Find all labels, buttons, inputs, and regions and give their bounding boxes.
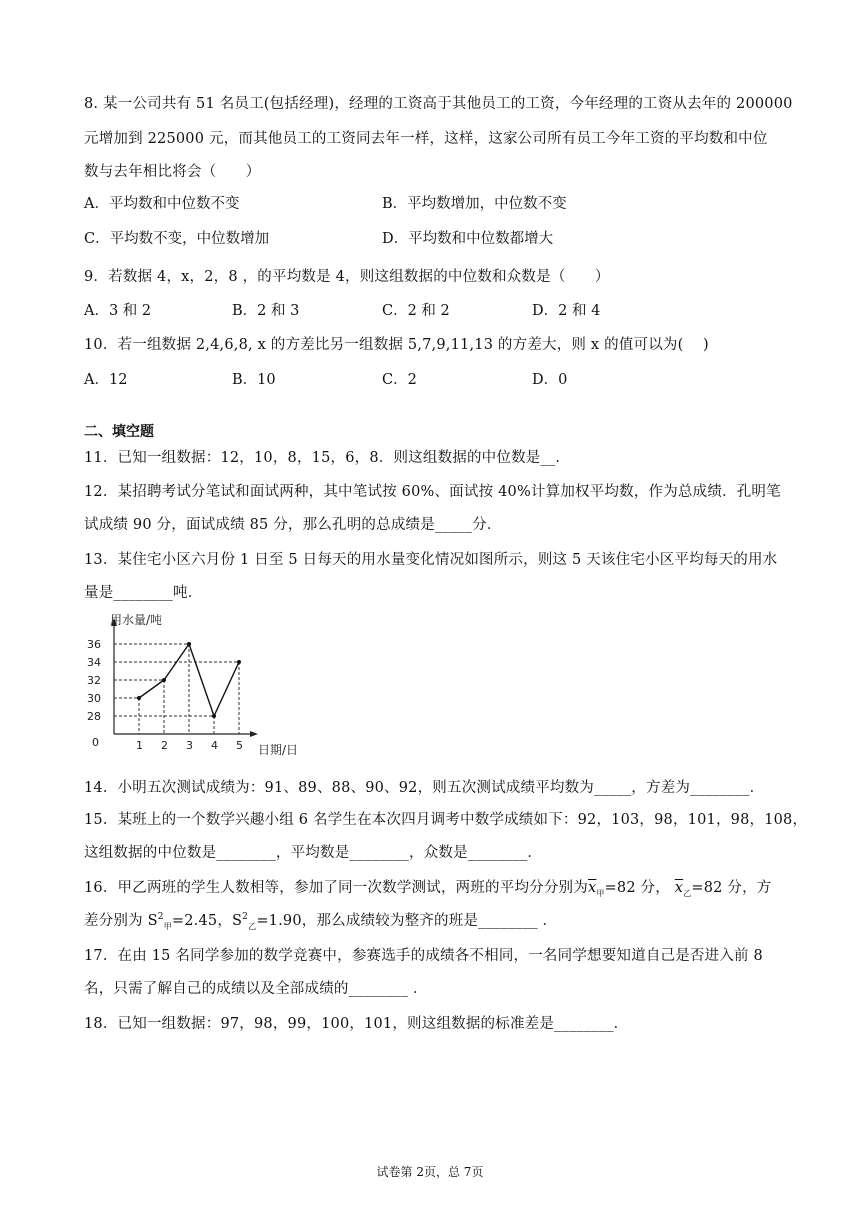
q9-line1: 9．若数据 4，x，2，8 ，的平均数是 4，则这组数据的中位数和众数是（ ）	[84, 269, 610, 285]
q16-sup-yi: 2	[242, 912, 249, 923]
data-point	[137, 696, 141, 700]
data-point	[237, 660, 241, 664]
x-tick-label: 2	[161, 739, 168, 752]
q14-line1: 14．小明五次测试成绩为：91、89、88、90、92，则五次测试成绩平均数为_____，方差为________．	[84, 780, 765, 796]
q16-text-b: =82 分，	[604, 880, 670, 896]
data-point	[162, 678, 166, 682]
section-heading-fill-blank: 二、填空题	[84, 424, 154, 440]
q12-line1: 12．某招聘考试分笔试和面试两种，其中笔试按 60%、面试按 40%计算加权平均数，作为总成绩．孔明笔	[84, 484, 781, 500]
q10-line1: 10．若一组数据 2,4,6,8, x 的方差比另一组数据 5,7,9,11,13 的方差大，则 x 的值可以为( )	[84, 337, 709, 353]
q16-text-f: =1.90，那么成绩较为整齐的班是________ ．	[256, 913, 558, 929]
q15-line1: 15．某班上的一个数学兴趣小组 6 名学生在本次四月调考中数学成绩如下：92，103，98，101，98，108，	[84, 812, 808, 828]
q8-option-a: A．平均数和中位数不变	[84, 196, 240, 212]
chart-labels	[87, 612, 298, 757]
q16-text-a: 16．甲乙两班的学生人数相等，参加了同一次数学测试，两班的平均分分别为	[84, 880, 588, 896]
q8-option-c: C．平均数不变，中位数增加	[84, 231, 270, 247]
x-tick-label: 5	[236, 739, 243, 752]
y-tick-label: 36	[87, 638, 101, 651]
x-axis-arrow	[250, 731, 258, 737]
q10-option-d: D．0	[532, 372, 568, 388]
q8-line1: 8. 某一公司共有 51 名员工(包括经理)，经理的工资高于其他员工的工资，今年经理的工资从去年的 200000	[84, 96, 793, 112]
q16-sub-yi: 乙	[683, 888, 692, 898]
water-usage-chart	[84, 608, 314, 764]
q16-var-sub-yi: 乙	[248, 921, 257, 931]
q9-option-d: D．2 和 4	[532, 303, 601, 319]
q13-line1: 13．某住宅小区六月份 1 日至 5 日每天的用水量变化情况如图所示，则这 5 天该住宅小区平均每天的用水	[84, 552, 778, 568]
q10-option-b: B．10	[232, 372, 276, 388]
q16-text-c: =82 分，方	[691, 880, 772, 896]
chart-guides	[114, 644, 239, 734]
x-axis-title: 日期/日	[258, 743, 299, 757]
q17-line1: 17．在由 15 名同学参加的数学竞赛中，参赛选手的成绩各不相同，一名同学想要知道自己是否进入前 8	[84, 948, 763, 964]
q16-sup-jia: 2	[157, 912, 164, 923]
q18-line1: 18．已知一组数据：97，98，99，100，101，则这组数据的标准差是________．	[84, 1016, 629, 1032]
q16-var-sub-jia: 甲	[163, 921, 172, 931]
q15-line2: 这组数据的中位数是________，平均数是________，众数是________．	[84, 845, 543, 861]
q10-option-a: A．12	[84, 372, 128, 388]
q16-xbar-jia: $\overline{x}$	[587, 880, 597, 896]
q16-line1	[84, 876, 771, 899]
q16-text-e: =2.45，S	[171, 913, 243, 929]
x-tick-label: 3	[186, 739, 193, 752]
q16-line2	[84, 909, 557, 932]
y-axis-title: 用水量/吨	[110, 613, 163, 627]
y-tick-label: 32	[87, 674, 101, 687]
q11-line1: 11．已知一组数据：12，10，8，15，6，8．则这组数据的中位数是__．	[84, 450, 571, 466]
chart-axes	[111, 618, 258, 737]
y-tick-label: 28	[87, 710, 101, 723]
q16-sub-jia: 甲	[596, 888, 605, 898]
q10-option-c: C．2	[382, 372, 417, 388]
q12-line2: 试成绩 90 分，面试成绩 85 分，那么孔明的总成绩是_____分．	[84, 517, 502, 533]
q13-line2: 量是________吨．	[84, 585, 203, 601]
y-tick-label: 30	[87, 692, 101, 705]
q8-option-b: B．平均数增加，中位数不变	[382, 196, 567, 212]
q8-line2: 元增加到 225000 元，而其他员工的工资同去年一样，这样，这家公司所有员工今年工资的平均数和中位	[84, 131, 768, 147]
x-tick-label: 1	[136, 739, 143, 752]
y-tick-label: 34	[87, 656, 101, 669]
q16-text-d: 差分别为 S	[84, 913, 158, 929]
x-tick-label: 4	[211, 739, 218, 752]
origin-label: 0	[92, 736, 99, 749]
data-point	[187, 642, 191, 646]
q8-line3: 数与去年相比将会（ ）	[84, 164, 261, 180]
q16-xbar-yi: $\overline{x}$	[674, 880, 684, 896]
q9-option-a: A．3 和 2	[84, 303, 152, 319]
q9-option-c: C．2 和 2	[382, 303, 450, 319]
data-point	[212, 714, 216, 718]
page-footer: 试卷第 2页，总 7页	[376, 1165, 484, 1179]
q8-option-d: D．平均数和中位数都增大	[382, 231, 554, 247]
q17-line2: 名，只需了解自己的成绩以及全部成绩的________ ．	[84, 981, 428, 997]
q9-option-b: B．2 和 3	[232, 303, 300, 319]
